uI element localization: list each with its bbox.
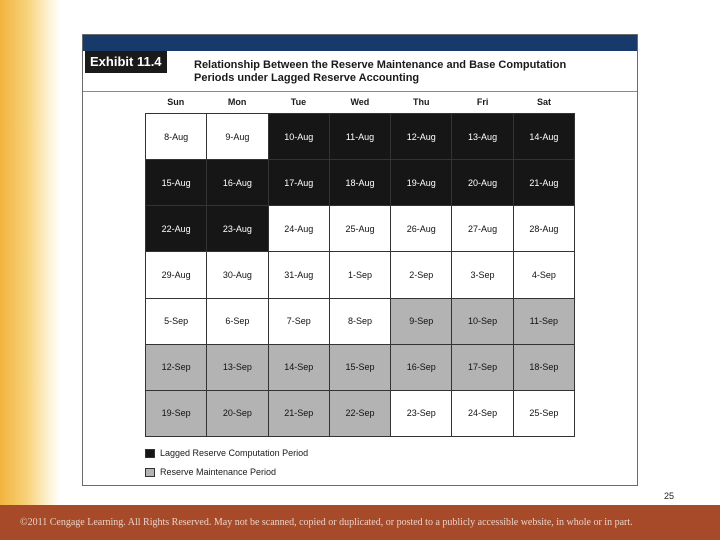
- calendar-cell: 10-Aug: [269, 114, 330, 160]
- calendar-cell: 7-Sep: [269, 299, 330, 345]
- calendar-cell: 10-Sep: [452, 299, 513, 345]
- calendar-cell: 17-Sep: [452, 345, 513, 391]
- calendar-cell: 16-Sep: [391, 345, 452, 391]
- copyright-text: ©2011 Cengage Learning. All Rights Reserved. May not be scanned, copied or duplicated, or posted to a publicly accessible website, in whole or in part.: [20, 517, 633, 528]
- calendar-cell: 6-Sep: [207, 299, 268, 345]
- calendar-cell: 18-Sep: [514, 345, 575, 391]
- legend: [145, 445, 308, 483]
- calendar-cell: 17-Aug: [269, 160, 330, 206]
- legend-item-computation: [145, 445, 308, 461]
- day-header: Mon: [227, 97, 247, 107]
- calendar-cell: 1-Sep: [330, 252, 391, 298]
- day-header: Fri: [476, 97, 489, 107]
- calendar-cell: 4-Sep: [514, 252, 575, 298]
- calendar-cell: 24-Aug: [269, 206, 330, 252]
- calendar-cell: 20-Sep: [207, 391, 268, 437]
- legend-computation-label: Lagged Reserve Computation Period: [160, 448, 309, 458]
- calendar-cell: 26-Aug: [391, 206, 452, 252]
- calendar-cell: 18-Aug: [330, 160, 391, 206]
- day-header: Sat: [537, 97, 552, 107]
- calendar-cell: 24-Sep: [452, 391, 513, 437]
- calendar-cell: 9-Aug: [207, 114, 268, 160]
- calendar-cell: 3-Sep: [452, 252, 513, 298]
- calendar-cell: 11-Sep: [514, 299, 575, 345]
- calendar-cell: 31-Aug: [269, 252, 330, 298]
- exhibit-figure: [82, 34, 638, 486]
- calendar-cell: 14-Aug: [514, 114, 575, 160]
- day-header: Wed: [350, 97, 370, 107]
- calendar-cell: 14-Sep: [269, 345, 330, 391]
- legend-maintenance-label: Reserve Maintenance Period: [160, 467, 277, 477]
- calendar-cell: 23-Aug: [207, 206, 268, 252]
- calendar-cell: 15-Sep: [330, 345, 391, 391]
- calendar-cell: 29-Aug: [146, 252, 207, 298]
- copyright-footer: [0, 505, 720, 540]
- day-header: Thu: [413, 97, 430, 107]
- calendar-cell: 21-Sep: [269, 391, 330, 437]
- calendar-cell: 2-Sep: [391, 252, 452, 298]
- maintenance-swatch: [145, 468, 155, 477]
- calendar-cell: 20-Aug: [452, 160, 513, 206]
- page-number: 25: [664, 491, 675, 501]
- computation-swatch: [145, 449, 155, 458]
- calendar-cell: 5-Sep: [146, 299, 207, 345]
- exhibit-label: Exhibit 11.4: [85, 51, 167, 73]
- decorative-gradient: [0, 0, 60, 505]
- calendar-cell: 12-Aug: [391, 114, 452, 160]
- figure-top-bar: [83, 35, 637, 51]
- calendar-cell: 23-Sep: [391, 391, 452, 437]
- day-header: Sun: [167, 97, 185, 107]
- calendar-cell: 22-Aug: [146, 206, 207, 252]
- calendar-cell: 25-Aug: [330, 206, 391, 252]
- calendar-cell: 11-Aug: [330, 114, 391, 160]
- calendar-cell: 16-Aug: [207, 160, 268, 206]
- calendar-cell: 22-Sep: [330, 391, 391, 437]
- calendar-cell: 19-Sep: [146, 391, 207, 437]
- calendar-cell: 12-Sep: [146, 345, 207, 391]
- calendar-cell: 15-Aug: [146, 160, 207, 206]
- calendar-cell: 13-Sep: [207, 345, 268, 391]
- day-header-row: [145, 97, 575, 111]
- calendar-cell: 25-Sep: [514, 391, 575, 437]
- calendar-cell: 21-Aug: [514, 160, 575, 206]
- exhibit-title-line-2: Periods under Lagged Reserve Accounting: [194, 72, 420, 84]
- title-divider: [83, 91, 637, 92]
- exhibit-title: [194, 59, 624, 85]
- calendar-cell: 27-Aug: [452, 206, 513, 252]
- calendar-grid: [145, 113, 575, 437]
- calendar-cell: 30-Aug: [207, 252, 268, 298]
- legend-item-maintenance: [145, 464, 308, 480]
- exhibit-title-line-1: Relationship Between the Reserve Maintenance and Base Computation: [194, 59, 567, 71]
- calendar-cell: 8-Sep: [330, 299, 391, 345]
- calendar-cell: 9-Sep: [391, 299, 452, 345]
- day-header: Tue: [290, 97, 307, 107]
- calendar-cell: 13-Aug: [452, 114, 513, 160]
- calendar-cell: 28-Aug: [514, 206, 575, 252]
- calendar-cell: 19-Aug: [391, 160, 452, 206]
- calendar-cell: 8-Aug: [146, 114, 207, 160]
